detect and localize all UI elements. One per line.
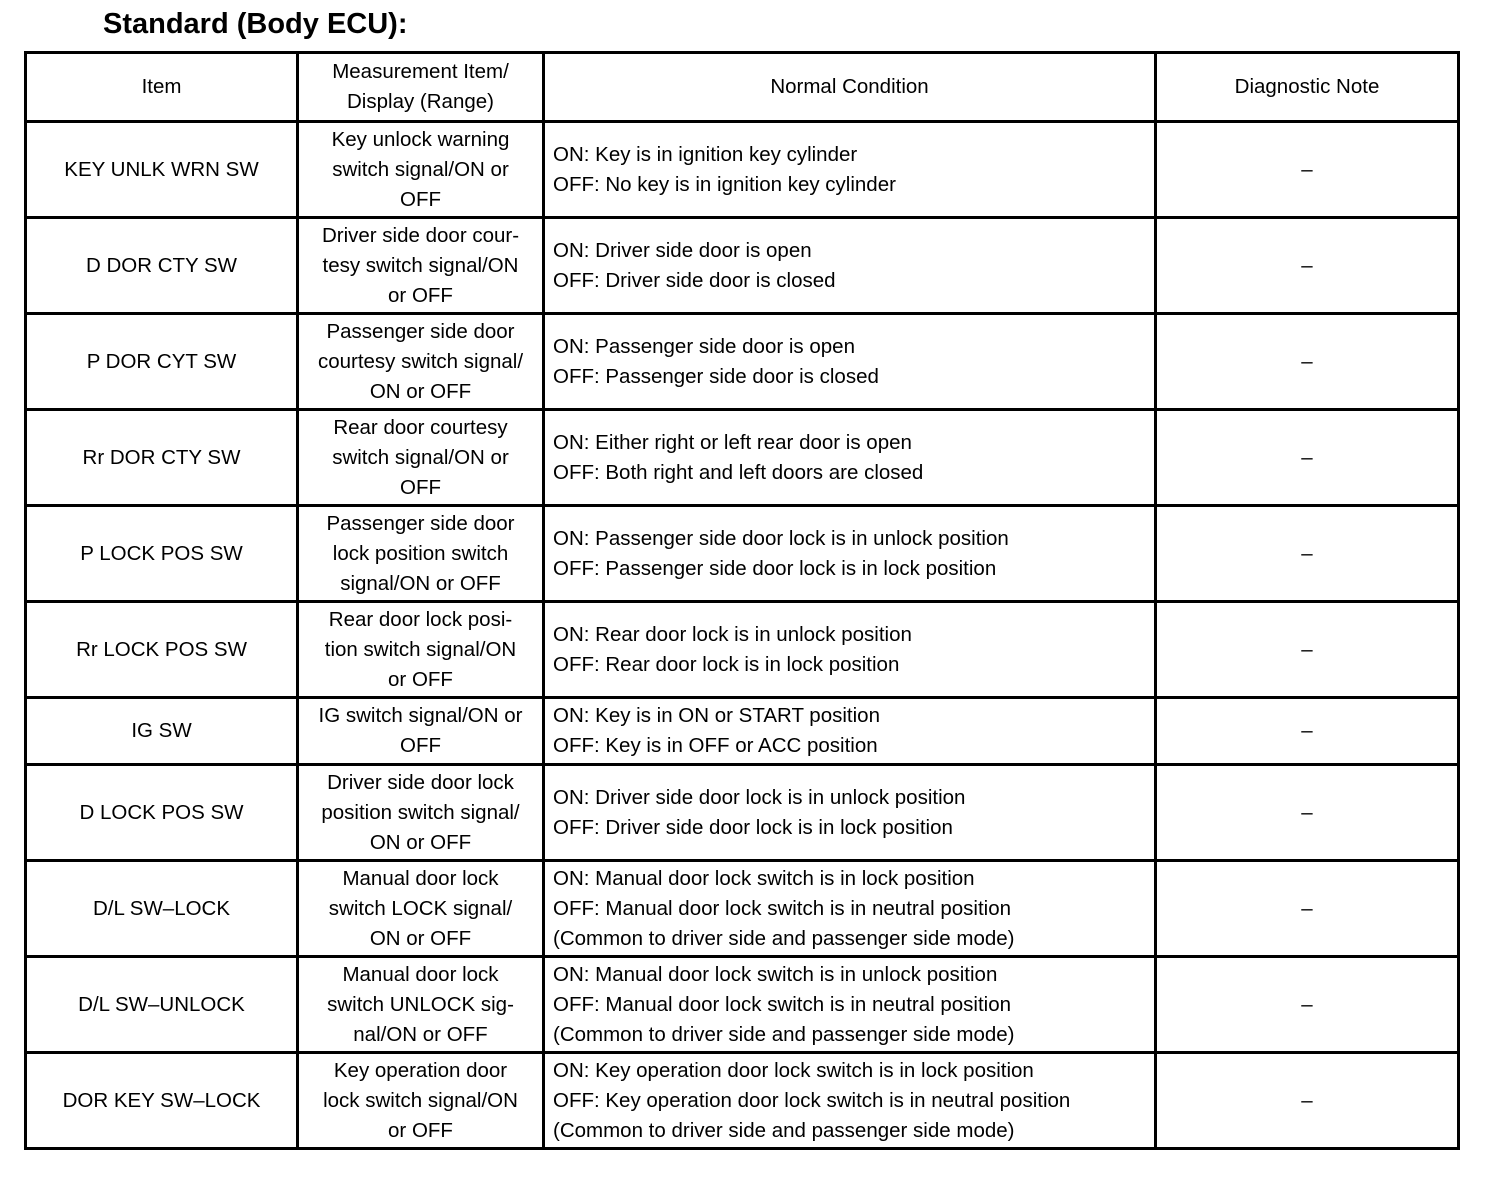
measurement-line: or OFF	[388, 283, 453, 307]
cell-measurement	[298, 218, 544, 314]
condition-line: OFF: Rear door lock is in lock position	[553, 652, 900, 676]
table-row	[26, 122, 1459, 218]
cell-condition	[544, 506, 1156, 602]
condition-line: ON: Key operation door lock switch is in lock position	[553, 1058, 1034, 1082]
cell-condition	[544, 314, 1156, 410]
header-row	[26, 53, 1459, 122]
cell-measurement	[298, 765, 544, 861]
cell-item: P DOR CYT SW	[26, 314, 298, 410]
measurement-line: ON or OFF	[369, 379, 472, 403]
cell-condition	[544, 602, 1156, 698]
cell-item: KEY UNLK WRN SW	[26, 122, 298, 218]
cell-item: D/L SW–UNLOCK	[26, 957, 298, 1053]
measurement-line: switch signal/ON or	[332, 157, 509, 181]
condition-line: OFF: Driver side door lock is in lock position	[553, 815, 953, 839]
cell-measurement	[298, 698, 544, 765]
header-note: Diagnostic Note	[1156, 53, 1459, 122]
cell-measurement	[298, 861, 544, 957]
cell-note: –	[1156, 122, 1459, 218]
condition-line: OFF: Key operation door lock switch is in neutral position	[553, 1088, 1071, 1112]
header-condition: Normal Condition	[544, 53, 1156, 122]
condition-line: (Common to driver side and passenger side mode)	[553, 926, 1015, 950]
measurement-line: Passenger side door	[326, 511, 515, 535]
condition-line: OFF: No key is in ignition key cylinder	[553, 172, 896, 196]
cell-item: Rr LOCK POS SW	[26, 602, 298, 698]
condition-line: OFF: Both right and left doors are closed	[553, 460, 924, 484]
table-row	[26, 957, 1459, 1053]
condition-line: (Common to driver side and passenger side mode)	[553, 1118, 1015, 1142]
measurement-line: switch LOCK signal/	[328, 896, 513, 920]
cell-condition	[544, 410, 1156, 506]
measurement-line: Driver side door lock	[327, 770, 514, 794]
table-row	[26, 410, 1459, 506]
cell-item: D/L SW–LOCK	[26, 861, 298, 957]
condition-line: ON: Rear door lock is in unlock position	[553, 622, 912, 646]
measurement-line: switch signal/ON or	[332, 445, 509, 469]
measurement-line: lock position switch	[332, 541, 509, 565]
condition-line: ON: Passenger side door lock is in unlock position	[553, 526, 1009, 550]
measurement-line: ON or OFF	[369, 926, 472, 950]
measurement-line: nal/ON or OFF	[353, 1022, 488, 1046]
header-measurement-line: Measurement Item/	[332, 60, 509, 83]
condition-line: OFF: Passenger side door lock is in lock position	[553, 556, 997, 580]
measurement-line: signal/ON or OFF	[340, 571, 501, 595]
measurement-line: Key unlock warning	[331, 127, 510, 151]
cell-note: –	[1156, 957, 1459, 1053]
condition-line: ON: Key is in ignition key cylinder	[553, 142, 858, 166]
table-row	[26, 861, 1459, 957]
table-row	[26, 314, 1459, 410]
measurement-line: switch UNLOCK sig-	[327, 992, 514, 1016]
cell-condition	[544, 765, 1156, 861]
cell-measurement	[298, 122, 544, 218]
header-measurement-line: Display (Range)	[347, 90, 494, 113]
condition-line: ON: Manual door lock switch is in unlock position	[553, 962, 998, 986]
condition-line: ON: Driver side door is open	[553, 238, 812, 262]
cell-item: DOR KEY SW–LOCK	[26, 1053, 298, 1149]
cell-condition	[544, 957, 1156, 1053]
table-row	[26, 218, 1459, 314]
measurement-line: tesy switch signal/ON	[322, 253, 519, 277]
condition-line: OFF: Driver side door is closed	[553, 268, 836, 292]
cell-note: –	[1156, 698, 1459, 765]
cell-condition	[544, 122, 1156, 218]
table-row	[26, 765, 1459, 861]
condition-line: ON: Either right or left rear door is open	[553, 430, 912, 454]
cell-measurement	[298, 1053, 544, 1149]
header-item: Item	[26, 53, 298, 122]
cell-item: IG SW	[26, 698, 298, 765]
measurement-line: Passenger side door	[326, 319, 515, 343]
measurement-line: tion switch signal/ON	[324, 637, 517, 661]
cell-measurement	[298, 314, 544, 410]
condition-line: ON: Driver side door lock is in unlock position	[553, 785, 966, 809]
measurement-line: OFF	[400, 187, 441, 211]
measurement-line: Driver side door cour-	[321, 223, 520, 247]
cell-condition	[544, 218, 1156, 314]
measurement-line: Key operation door	[333, 1058, 508, 1082]
cell-measurement	[298, 602, 544, 698]
table-row	[26, 1053, 1459, 1149]
cell-item: D LOCK POS SW	[26, 765, 298, 861]
condition-line: ON: Passenger side door is open	[553, 334, 855, 358]
measurement-line: or OFF	[388, 667, 453, 691]
cell-note: –	[1156, 1053, 1459, 1149]
condition-line: (Common to driver side and passenger side mode)	[553, 1022, 1015, 1046]
condition-line: OFF: Key is in OFF or ACC position	[553, 734, 878, 757]
cell-note: –	[1156, 314, 1459, 410]
measurement-line: or OFF	[388, 1118, 453, 1142]
data-list-table	[24, 51, 1460, 1150]
cell-measurement	[298, 957, 544, 1053]
cell-item: D DOR CTY SW	[26, 218, 298, 314]
header-measurement	[298, 53, 544, 122]
cell-note: –	[1156, 765, 1459, 861]
cell-item: P LOCK POS SW	[26, 506, 298, 602]
measurement-line: Rear door courtesy	[333, 415, 508, 439]
condition-line: ON: Manual door lock switch is in lock position	[553, 866, 975, 890]
table-row	[26, 698, 1459, 765]
cell-note: –	[1156, 410, 1459, 506]
measurement-line: Rear door lock posi-	[328, 607, 513, 631]
page-title: Standard (Body ECU):	[103, 8, 408, 40]
measurement-line: Manual door lock	[342, 866, 499, 890]
condition-line: OFF: Passenger side door is closed	[553, 364, 879, 388]
measurement-line: Manual door lock	[342, 962, 499, 986]
measurement-line: IG switch signal/ON or	[318, 704, 523, 727]
measurement-line: OFF	[400, 734, 441, 757]
cell-measurement	[298, 506, 544, 602]
measurement-line: position switch signal/	[321, 800, 520, 824]
cell-measurement	[298, 410, 544, 506]
table-row	[26, 506, 1459, 602]
cell-item: Rr DOR CTY SW	[26, 410, 298, 506]
condition-line: OFF: Manual door lock switch is in neutral position	[553, 992, 1012, 1016]
cell-condition	[544, 1053, 1156, 1149]
measurement-line: courtesy switch signal/	[317, 349, 524, 373]
measurement-line: OFF	[400, 475, 441, 499]
cell-note: –	[1156, 506, 1459, 602]
condition-line: ON: Key is in ON or START position	[553, 704, 880, 727]
measurement-line: lock switch signal/ON	[323, 1088, 518, 1112]
cell-note: –	[1156, 861, 1459, 957]
condition-line: OFF: Manual door lock switch is in neutral position	[553, 896, 1012, 920]
cell-condition	[544, 698, 1156, 765]
cell-note: –	[1156, 602, 1459, 698]
measurement-line: ON or OFF	[369, 830, 472, 854]
table-row	[26, 602, 1459, 698]
cell-note: –	[1156, 218, 1459, 314]
cell-condition	[544, 861, 1156, 957]
